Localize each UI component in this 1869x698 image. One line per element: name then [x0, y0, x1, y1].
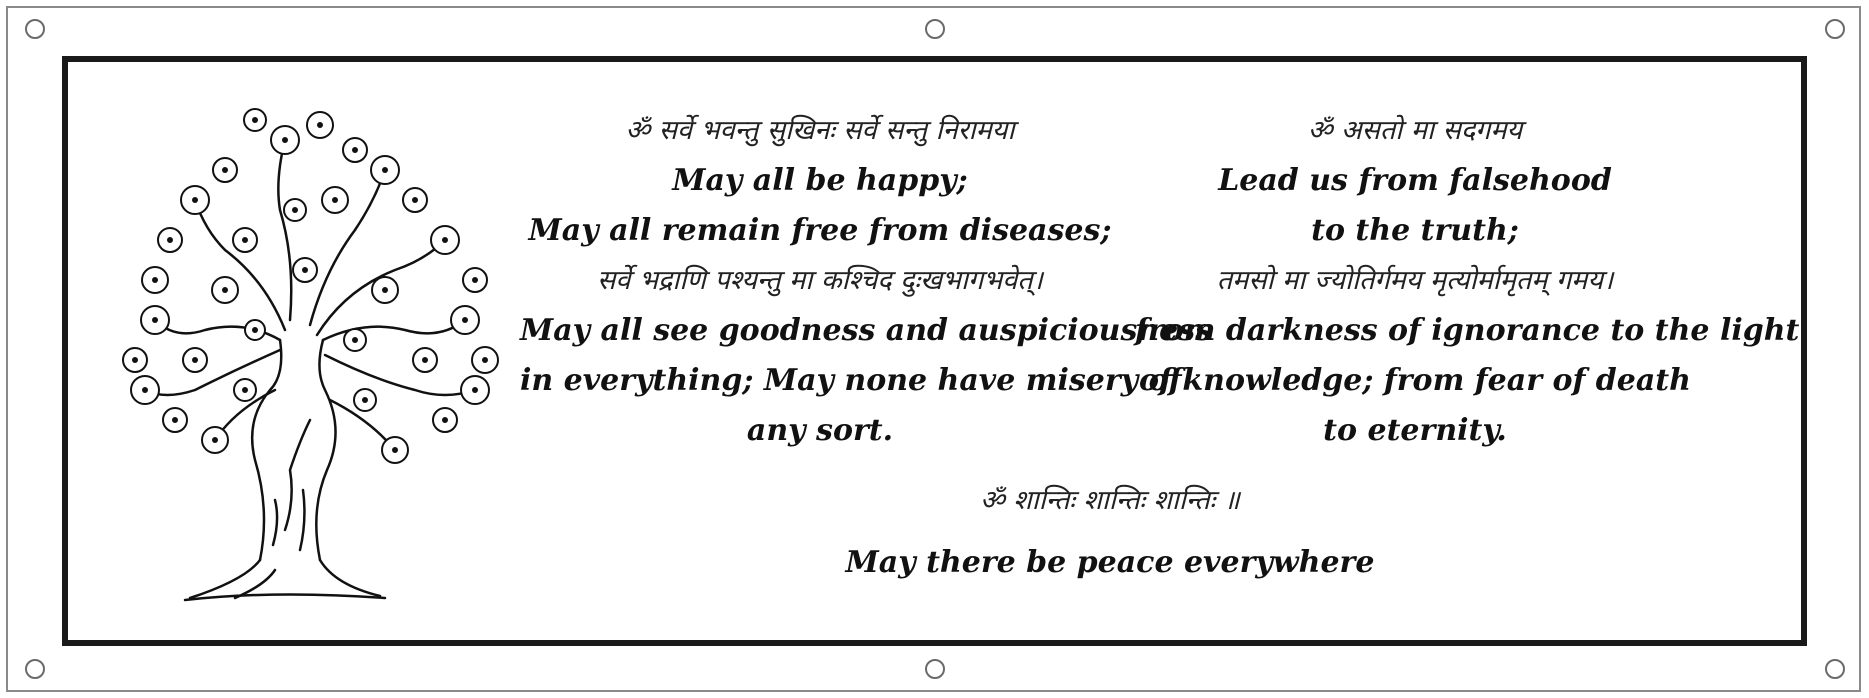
closing-english-line: May there be peace everywhere	[845, 545, 1375, 580]
grommet-top-right-icon	[1825, 19, 1845, 39]
right-english-line-5: from darkness of ignorance to the light	[1135, 313, 1800, 348]
grommet-bottom-center-icon	[925, 659, 945, 679]
grommet-bottom-left-icon	[25, 659, 45, 679]
left-english-line-5: May all see goodness and auspiciousness	[520, 313, 1213, 348]
grommet-top-center-icon	[925, 19, 945, 39]
left-english-line-6: in everything; May none have misery of	[520, 363, 1182, 398]
right-english-line-2: Lead us from falsehood	[1218, 163, 1612, 198]
left-prayer	[520, 106, 1213, 456]
right-english-line-6: of knowledge; from fear of death	[1139, 363, 1691, 398]
left-sanskrit-line-1: ॐ सर्वे भवन्तु सुखिनः सर्वे सन्तु निरामया	[625, 115, 1015, 146]
grommet-bottom-right-icon	[1825, 659, 1845, 679]
right-sanskrit-line-1: ॐ असतो मा सदगमय	[1307, 115, 1523, 146]
flowering-tree-icon	[95, 90, 515, 610]
closing-sanskrit-line: ॐ शान्तिः शान्तिः शान्तिः ॥	[980, 485, 1240, 516]
left-english-line-2: May all be happy;	[672, 163, 968, 198]
closing-prayer	[780, 470, 1440, 594]
left-english-line-7: any sort.	[746, 413, 894, 448]
right-english-line-7: to eternity.	[1323, 413, 1507, 448]
left-sanskrit-line-4: सर्वे भद्राणि पश्यन्तु मा कश्चिद दुःखभागभवेत्।	[597, 265, 1043, 296]
right-prayer	[1135, 106, 1800, 456]
grommet-top-left-icon	[25, 19, 45, 39]
left-english-line-3: May all remain free from diseases;	[528, 213, 1112, 248]
right-sanskrit-line-4: तमसो मा ज्योतिर्गमय मृत्योर्मामृतम् गमय।	[1216, 265, 1614, 296]
right-english-line-3: to the truth;	[1311, 213, 1519, 248]
